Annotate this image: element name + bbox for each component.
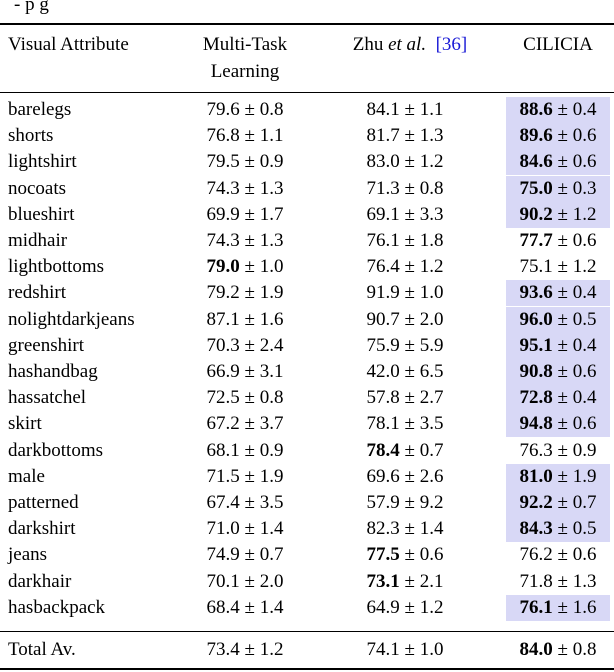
cilicia-value-std: ± 0.6 [552, 151, 597, 173]
zhu-value-std: ± 2.1 [399, 570, 444, 592]
cilicia-value-plain: 76.2 ± 0.6 [519, 544, 597, 566]
cilicia-value-bold: 95.1 [519, 334, 553, 356]
cilicia-value [506, 254, 610, 280]
cilicia-value-bold: 89.6 [519, 125, 553, 147]
cilicia-value-bold: 90.2 [519, 203, 553, 225]
table-row [0, 595, 614, 621]
cilicia-value-std: ± 1.2 [552, 203, 597, 225]
mtl-value-number: 79.2 [206, 282, 240, 304]
cilicia-value-plain: 75.1 ± 1.2 [519, 256, 597, 278]
cilicia-value-std: ± 0.6 [552, 413, 597, 435]
zhu-value [330, 149, 480, 175]
cilicia-value-bold: 72.8 [519, 387, 553, 409]
zhu-value [330, 490, 480, 516]
mtl-value-std: ± 1.6 [239, 308, 284, 330]
zhu-value-std: ± 6.5 [399, 361, 444, 382]
attribute-name: darkshirt [8, 518, 76, 540]
zhu-value-number: 64.9 [366, 596, 400, 618]
table-bottom-rule [0, 668, 614, 670]
zhu-value-std: ± 3.3 [399, 203, 444, 225]
mtl-value [180, 464, 310, 490]
mtl-value-std: ± 3.1 [239, 361, 284, 382]
attribute-name: nocoats [8, 177, 67, 199]
cilicia-value-std: ± 0.4 [552, 387, 597, 409]
zhu-value [330, 516, 480, 542]
table-row [0, 542, 614, 568]
cilicia-value [506, 595, 610, 621]
attribute-name: hasbackpack [8, 596, 106, 618]
attribute-name: hashandbag [8, 361, 98, 382]
zhu-value-std: ± 2.0 [399, 308, 444, 330]
attribute-name: jeans [8, 544, 48, 566]
attribute-name: midhair [8, 230, 68, 251]
zhu-value [330, 385, 480, 411]
table-row [0, 176, 614, 202]
zhu-value [330, 411, 480, 437]
mtl-value-number: 70.1 [206, 570, 240, 592]
zhu-value-std: ± 0.8 [399, 177, 444, 199]
cilicia-value-std: ± 0.6 [552, 125, 597, 147]
mtl-value-number: 66.9 [206, 361, 240, 382]
total-cilicia [506, 637, 610, 663]
cilicia-value [506, 385, 610, 411]
attribute-name: redshirt [8, 282, 67, 304]
zhu-value-bold: 73.1 [366, 570, 400, 592]
header-rule [0, 92, 614, 93]
attribute-name: barelegs [8, 99, 72, 120]
zhu-value [330, 176, 480, 202]
table-row [0, 97, 614, 123]
mtl-value [180, 176, 310, 202]
zhu-value [330, 542, 480, 568]
mtl-value-std: ± 1.9 [239, 465, 284, 487]
cilicia-value-std: ± 0.4 [552, 334, 597, 356]
zhu-value [330, 97, 480, 123]
zhu-value-number: 57.9 [366, 492, 400, 513]
table-row [0, 123, 614, 149]
mtl-value-number: 67.4 [206, 492, 240, 513]
cilicia-value-std: ± 0.3 [552, 177, 597, 199]
zhu-value-std: ± 1.0 [399, 282, 444, 304]
mtl-value-std: ± 1.0 [239, 256, 284, 278]
mtl-value-number: 71.5 [206, 465, 240, 487]
mtl-value-number: 74.3 [206, 177, 240, 199]
zhu-value [330, 123, 480, 149]
mtl-value-number: 71.0 [206, 518, 240, 540]
cilicia-value-bold: 96.0 [519, 308, 553, 330]
cilicia-value-plain: 71.8 ± 1.3 [519, 570, 597, 592]
zhu-value-number: 81.7 [366, 125, 400, 147]
mtl-value [180, 228, 310, 254]
cilicia-value-bold: 93.6 [519, 282, 553, 304]
mtl-value-number: 69.9 [206, 203, 240, 225]
mtl-value-std: ± 1.3 [239, 177, 284, 199]
table-row [0, 385, 614, 411]
mtl-value-std: ± 1.9 [239, 282, 284, 304]
table-row [0, 333, 614, 359]
header-zhu-etal: et al. [388, 34, 427, 55]
zhu-value-std: ± 1.8 [399, 230, 444, 251]
zhu-value-number: 69.1 [366, 203, 400, 225]
zhu-value-std: ± 5.9 [399, 334, 444, 356]
zhu-value-std: ± 1.2 [399, 151, 444, 173]
mtl-value-number: 87.1 [206, 308, 240, 330]
cilicia-value [506, 569, 610, 595]
table-row [0, 149, 614, 175]
zhu-value-number: 91.9 [366, 282, 400, 304]
header-cilicia: CILICIA [523, 34, 593, 55]
cilicia-value-std: ± 0.6 [552, 361, 597, 382]
total-row [0, 637, 614, 663]
cilicia-value-bold: 81.0 [519, 465, 553, 487]
mtl-value [180, 516, 310, 542]
zhu-value-number: 84.1 [366, 99, 400, 120]
mtl-value [180, 542, 310, 568]
total-zhu: 74.1 ± 1.0 [366, 639, 444, 660]
zhu-value-number: 78.1 [366, 413, 400, 435]
zhu-value [330, 569, 480, 595]
mtl-value [180, 359, 310, 385]
mtl-value-std: ± 2.0 [239, 570, 284, 592]
cilicia-value-std: ± 0.5 [552, 308, 597, 330]
zhu-value-number: 57.8 [366, 387, 400, 409]
mtl-value [180, 569, 310, 595]
table-row [0, 307, 614, 333]
zhu-value [330, 307, 480, 333]
table-row [0, 254, 614, 280]
mtl-value [180, 490, 310, 516]
mtl-value-std: ± 3.5 [239, 492, 284, 513]
cilicia-value [506, 307, 610, 333]
zhu-value-bold: 77.5 [366, 544, 400, 566]
mtl-value [180, 333, 310, 359]
attribute-name: lightshirt [8, 151, 77, 173]
cilicia-value-bold: 90.8 [519, 361, 553, 382]
cilicia-value [506, 97, 610, 123]
mtl-value-number: 68.4 [206, 596, 240, 618]
attribute-name: patterned [8, 492, 79, 513]
total-rule [0, 631, 614, 632]
table-row [0, 438, 614, 464]
cilicia-value-bold: 84.3 [519, 518, 553, 540]
table-row [0, 202, 614, 228]
zhu-value [330, 254, 480, 280]
attribute-name: shorts [8, 125, 54, 147]
zhu-value-number: 71.3 [366, 177, 400, 199]
table-top-rule [0, 23, 614, 25]
zhu-value-number: 76.1 [366, 230, 400, 251]
mtl-value-std: ± 1.3 [239, 230, 284, 251]
header-mtl-line1: Multi-Task [202, 34, 288, 55]
caption-fragment: - p g [14, 0, 49, 15]
header-mtl-line2: Learning [210, 61, 280, 82]
mtl-value-number: 67.2 [206, 413, 240, 435]
mtl-value [180, 202, 310, 228]
zhu-value [330, 202, 480, 228]
attribute-name: hassatchel [8, 387, 87, 409]
attribute-name: male [8, 465, 45, 487]
header-multi-task-learning [180, 31, 310, 85]
table-row [0, 490, 614, 516]
cilicia-value [506, 464, 610, 490]
attribute-name: darkhair [8, 570, 72, 592]
mtl-value [180, 149, 310, 175]
mtl-value [180, 254, 310, 280]
cilicia-value [506, 228, 610, 254]
cilicia-value [506, 411, 610, 437]
zhu-value-number: 83.0 [366, 151, 400, 173]
mtl-value-number: 79.6 [206, 99, 240, 120]
zhu-value-number: 69.6 [366, 465, 400, 487]
mtl-value-std: ± 0.8 [239, 387, 284, 409]
zhu-value-number: 42.0 [366, 361, 400, 382]
zhu-value-std: ± 1.1 [399, 99, 444, 120]
zhu-value-number: 90.7 [366, 308, 400, 330]
mtl-value-number: 76.8 [206, 125, 240, 147]
zhu-value-std: ± 9.2 [399, 492, 444, 513]
mtl-value-std: ± 1.7 [239, 203, 284, 225]
cilicia-value [506, 542, 610, 568]
table-row [0, 464, 614, 490]
mtl-value [180, 438, 310, 464]
attribute-name: lightbottoms [8, 256, 105, 278]
zhu-value [330, 280, 480, 306]
cilicia-value-bold: 84.6 [519, 151, 553, 173]
cilicia-value [506, 333, 610, 359]
table-row [0, 280, 614, 306]
cilicia-value-std: ± 0.7 [552, 492, 597, 513]
header-zhu-prefix: Zhu [352, 34, 389, 55]
zhu-value [330, 333, 480, 359]
cilicia-value [506, 359, 610, 385]
mtl-value [180, 411, 310, 437]
mtl-value-number: 79.5 [206, 151, 240, 173]
cilicia-value [506, 123, 610, 149]
zhu-value-std: ± 2.7 [399, 387, 444, 409]
total-cilicia-rest: ± 0.8 [552, 639, 597, 660]
table-row [0, 411, 614, 437]
attribute-name: nolightdarkjeans [8, 308, 135, 330]
cilicia-value [506, 438, 610, 464]
cilicia-value-bold: 94.8 [519, 413, 553, 435]
cilicia-value-std: ± 0.4 [552, 282, 597, 304]
zhu-value-std: ± 0.6 [399, 544, 444, 566]
zhu-value-number: 75.9 [366, 334, 400, 356]
mtl-value-std: ± 2.4 [239, 334, 284, 356]
total-mtl: 73.4 ± 1.2 [206, 639, 284, 660]
cilicia-value [506, 149, 610, 175]
zhu-value [330, 228, 480, 254]
cilicia-value-plain: 76.3 ± 0.9 [519, 439, 597, 461]
cilicia-value-std: ± 0.4 [552, 99, 597, 120]
cilicia-value-std: ± 1.9 [552, 465, 597, 487]
cilicia-value-bold: 88.6 [519, 99, 553, 120]
mtl-value-number: 74.3 [206, 230, 240, 251]
zhu-value-std: ± 1.3 [399, 125, 444, 147]
zhu-value [330, 595, 480, 621]
mtl-value [180, 97, 310, 123]
mtl-value-std: ± 0.9 [239, 439, 284, 461]
zhu-value-number: 82.3 [366, 518, 400, 540]
zhu-value-std: ± 3.5 [399, 413, 444, 435]
cilicia-value-bold: 92.2 [519, 492, 553, 513]
zhu-value-number: 76.4 [366, 256, 400, 278]
mtl-value-std: ± 0.9 [239, 151, 284, 173]
mtl-value-number: 74.9 [206, 544, 240, 566]
header-visual-attribute: Visual Attribute [8, 34, 129, 55]
zhu-value-std: ± 1.2 [399, 256, 444, 278]
header-zhu-et-al [330, 31, 490, 58]
zhu-value [330, 359, 480, 385]
zhu-value [330, 438, 480, 464]
mtl-value-bold: 79.0 [206, 256, 240, 278]
mtl-value-std: ± 3.7 [239, 413, 284, 435]
cilicia-value [506, 516, 610, 542]
table-row [0, 569, 614, 595]
attribute-name: greenshirt [8, 334, 84, 356]
attribute-name: blueshirt [8, 203, 75, 225]
cilicia-value [506, 490, 610, 516]
mtl-value-std: ± 1.4 [239, 596, 284, 618]
cilicia-value-std: ± 1.6 [552, 596, 597, 618]
zhu-value-bold: 78.4 [366, 439, 400, 461]
mtl-value-number: 72.5 [206, 387, 240, 409]
cilicia-value-bold: 76.1 [519, 596, 553, 618]
cilicia-value-bold: 75.0 [519, 177, 553, 199]
mtl-value [180, 280, 310, 306]
zhu-value-std: ± 1.2 [399, 596, 444, 618]
citation-link[interactable]: [36] [435, 34, 468, 55]
mtl-value [180, 123, 310, 149]
total-label: Total Av. [8, 639, 76, 660]
mtl-value-std: ± 1.1 [239, 125, 284, 147]
cilicia-value-bold: 77.7 [519, 230, 553, 251]
table-row [0, 359, 614, 385]
zhu-value-std: ± 2.6 [399, 465, 444, 487]
zhu-value-std: ± 1.4 [399, 518, 444, 540]
cilicia-value [506, 280, 610, 306]
mtl-value-std: ± 1.4 [239, 518, 284, 540]
zhu-value [330, 464, 480, 490]
table-row [0, 516, 614, 542]
cilicia-value [506, 202, 610, 228]
cilicia-value-std: ± 0.5 [552, 518, 597, 540]
table-row [0, 228, 614, 254]
cilicia-value-std: ± 0.6 [552, 230, 597, 251]
zhu-value-std: ± 0.7 [399, 439, 444, 461]
mtl-value [180, 595, 310, 621]
cilicia-value [506, 176, 610, 202]
mtl-value [180, 307, 310, 333]
mtl-value-number: 70.3 [206, 334, 240, 356]
mtl-value-number: 68.1 [206, 439, 240, 461]
mtl-value-std: ± 0.7 [239, 544, 284, 566]
mtl-value [180, 385, 310, 411]
attribute-name: skirt [8, 413, 42, 435]
attribute-name: darkbottoms [8, 439, 103, 461]
total-cilicia-bold: 84.0 [519, 639, 553, 660]
mtl-value-std: ± 0.8 [239, 99, 284, 120]
